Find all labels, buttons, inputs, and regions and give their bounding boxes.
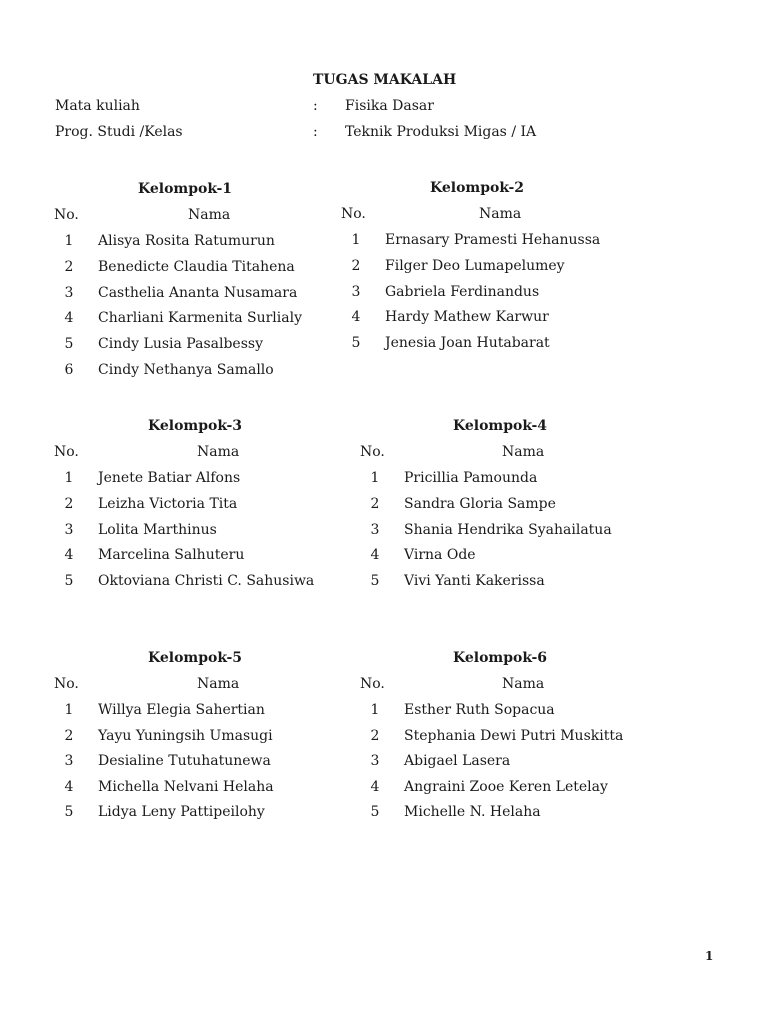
member-number: 3 xyxy=(64,753,74,769)
member-number: 1 xyxy=(351,232,361,248)
member-name: Vivi Yanti Kakerissa xyxy=(404,573,545,589)
member-name: Casthelia Ananta Nusamara xyxy=(98,285,298,301)
member-name: Lolita Marthinus xyxy=(98,522,217,538)
group-title: Kelompok-2 xyxy=(430,180,525,196)
member-number: 1 xyxy=(64,470,74,486)
member-name: Cindy Nethanya Samallo xyxy=(98,362,274,378)
column-header-name: Nama xyxy=(502,676,545,692)
meta-separator-course: : xyxy=(313,98,318,114)
member-number: 2 xyxy=(351,258,361,274)
member-number: 5 xyxy=(64,336,74,352)
member-number: 3 xyxy=(64,522,74,538)
group-title: Kelompok-6 xyxy=(453,650,548,666)
member-name: Stephania Dewi Putri Muskitta xyxy=(404,728,624,744)
member-number: 2 xyxy=(370,728,380,744)
member-name: Hardy Mathew Karwur xyxy=(385,309,549,325)
member-name: Virna Ode xyxy=(404,547,476,563)
member-number: 5 xyxy=(370,804,380,820)
member-number: 5 xyxy=(64,573,74,589)
group-title: Kelompok-3 xyxy=(148,418,243,434)
member-number: 4 xyxy=(370,779,380,795)
member-number: 2 xyxy=(64,496,74,512)
column-header-no: No. xyxy=(54,444,79,460)
member-name: Filger Deo Lumapelumey xyxy=(385,258,565,274)
member-name: Michelle N. Helaha xyxy=(404,804,541,820)
member-number: 4 xyxy=(64,779,74,795)
member-number: 6 xyxy=(64,362,74,378)
member-name: Marcelina Salhuteru xyxy=(98,547,245,563)
member-name: Cindy Lusia Pasalbessy xyxy=(98,336,263,352)
member-name: Shania Hendrika Syahailatua xyxy=(404,522,612,538)
column-header-name: Nama xyxy=(188,207,231,223)
member-name: Alisya Rosita Ratumurun xyxy=(98,233,275,249)
member-name: Oktoviana Christi C. Sahusiwa xyxy=(98,573,315,589)
meta-separator-program: : xyxy=(313,124,318,140)
page-number: 1 xyxy=(705,949,714,963)
member-name: Benedicte Claudia Titahena xyxy=(98,259,295,275)
member-name: Ernasary Pramesti Hehanussa xyxy=(385,232,601,248)
member-name: Desialine Tutuhatunewa xyxy=(98,753,271,769)
member-number: 4 xyxy=(370,547,380,563)
member-number: 2 xyxy=(370,496,380,512)
member-number: 3 xyxy=(351,284,361,300)
meta-value-program: Teknik Produksi Migas / IA xyxy=(345,124,537,140)
member-name: Esther Ruth Sopacua xyxy=(404,702,555,718)
member-number: 2 xyxy=(64,259,74,275)
member-number: 5 xyxy=(351,335,361,351)
column-header-no: No. xyxy=(54,676,79,692)
column-header-no: No. xyxy=(341,206,366,222)
meta-label-program: Prog. Studi /Kelas xyxy=(55,124,183,140)
column-header-name: Nama xyxy=(479,206,522,222)
member-name: Jenete Batiar Alfons xyxy=(98,470,241,486)
member-name: Angraini Zooe Keren Letelay xyxy=(404,779,608,795)
member-number: 4 xyxy=(351,309,361,325)
column-header-name: Nama xyxy=(197,676,240,692)
member-name: Abigael Lasera xyxy=(404,753,511,769)
member-name: Pricillia Pamounda xyxy=(404,470,538,486)
group-title: Kelompok-4 xyxy=(453,418,548,434)
member-name: Gabriela Ferdinandus xyxy=(385,284,540,300)
column-header-name: Nama xyxy=(502,444,545,460)
meta-value-course: Fisika Dasar xyxy=(345,98,434,114)
member-number: 2 xyxy=(64,728,74,744)
member-number: 1 xyxy=(64,702,74,718)
member-number: 5 xyxy=(64,804,74,820)
member-name: Leizha Victoria Tita xyxy=(98,496,238,512)
member-name: Sandra Gloria Sampe xyxy=(404,496,556,512)
member-name: Charliani Karmenita Surlialy xyxy=(98,310,302,326)
document-title: TUGAS MAKALAH xyxy=(313,72,457,88)
member-name: Michella Nelvani Helaha xyxy=(98,779,274,795)
member-number: 4 xyxy=(64,547,74,563)
member-number: 3 xyxy=(64,285,74,301)
group-title: Kelompok-1 xyxy=(138,181,233,197)
member-name: Jenesia Joan Hutabarat xyxy=(385,335,550,351)
member-number: 1 xyxy=(370,470,380,486)
member-number: 4 xyxy=(64,310,74,326)
member-number: 1 xyxy=(370,702,380,718)
member-name: Lidya Leny Pattipeilohy xyxy=(98,804,265,820)
member-number: 1 xyxy=(64,233,74,249)
column-header-no: No. xyxy=(360,676,385,692)
column-header-no: No. xyxy=(54,207,79,223)
group-title: Kelompok-5 xyxy=(148,650,243,666)
member-name: Willya Elegia Sahertian xyxy=(98,702,265,718)
column-header-no: No. xyxy=(360,444,385,460)
member-name: Yayu Yuningsih Umasugi xyxy=(98,728,273,744)
member-number: 3 xyxy=(370,522,380,538)
meta-label-course: Mata kuliah xyxy=(55,98,140,114)
column-header-name: Nama xyxy=(197,444,240,460)
member-number: 5 xyxy=(370,573,380,589)
member-number: 3 xyxy=(370,753,380,769)
